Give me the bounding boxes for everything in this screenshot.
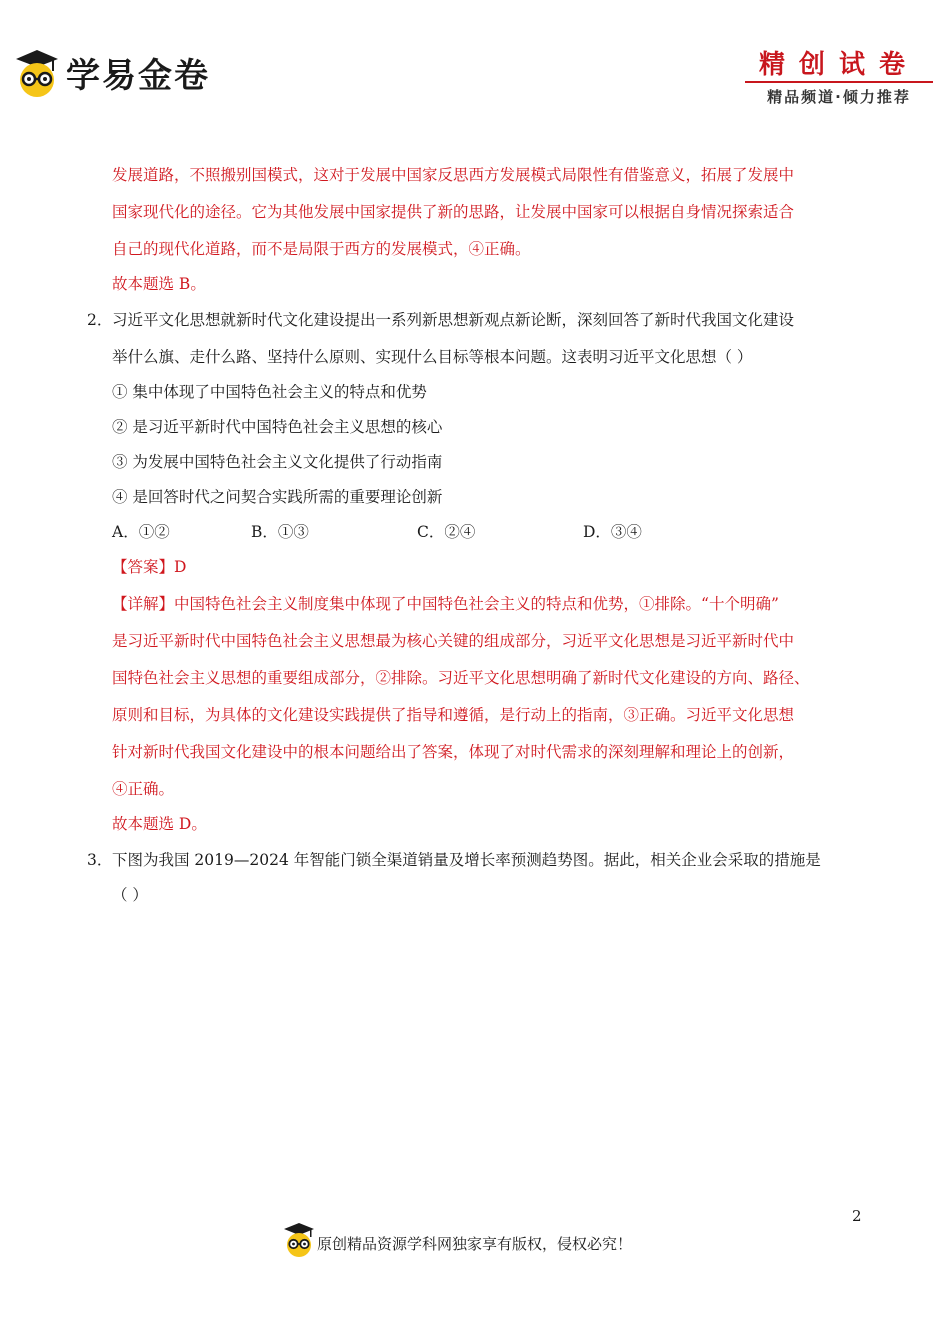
brand-title: 精创试卷: [758, 50, 919, 80]
question-stem: 习近平文化思想就新时代文化建设提出一系列新思想新观点新论断，深刻回答了新时代我国文化建设: [112, 311, 795, 329]
detail-line: 是习近平新时代中国特色社会主义思想最为核心关键的组成部分，习近平文化思想是习近平新时代中: [112, 632, 795, 650]
mascot-logo-icon: [14, 48, 60, 98]
explanation-line: 自己的现代化道路，而不是局限于西方的发展模式，④正确。: [112, 240, 531, 258]
question-stem: （ ）: [112, 886, 148, 904]
conclusion-text: 故本题选 B。: [112, 275, 206, 293]
answer-value: D: [174, 558, 187, 576]
answer-label: 【答案】: [112, 558, 175, 576]
option-d: D．③④: [583, 523, 642, 541]
option-b: B．①③: [251, 523, 309, 541]
detail-line: ④正确。: [112, 780, 175, 798]
page-number: 2: [852, 1207, 862, 1225]
explanation-line: 发展道路，不照搬别国模式，这对于发展中国家反思西方发展模式局限性有借鉴意义，拓展了发展中: [112, 166, 795, 184]
statement-item: ④ 是回答时代之问契合实践所需的重要理论创新: [112, 488, 443, 506]
conclusion-text: 故本题选 D。: [112, 815, 207, 833]
question-number: 3．: [87, 851, 113, 869]
option-c: C．②④: [417, 523, 476, 541]
option-a: A．①②: [112, 523, 170, 541]
statement-item: ② 是习近平新时代中国特色社会主义思想的核心: [112, 418, 443, 436]
mascot-logo-icon: [283, 1222, 315, 1258]
answer-line: [112, 556, 186, 578]
detail-line: 国特色社会主义思想的重要组成部分，②排除。习近平文化思想明确了新时代文化建设的方向、路径、: [112, 669, 810, 687]
question-stem: 举什么旗、走什么路、坚持什么原则、实现什么目标等根本问题。这表明习近平文化思想（ ）: [112, 348, 753, 366]
copyright-notice: 原创精品资源学科网独家享有版权，侵权必究！: [317, 1235, 633, 1253]
detail-line: 针对新时代我国文化建设中的根本问题给出了答案，体现了对时代需求的深刻理解和理论上的创新，: [112, 743, 795, 761]
brand-subtitle: 精品频道·倾力推荐: [767, 88, 911, 106]
question-stem: 下图为我国 2019—2024 年智能门锁全渠道销量及增长率预测趋势图。据此，相关企业会采取的措施是: [112, 851, 821, 869]
detail-line: 原则和目标，为具体的文化建设实践提供了指导和遵循，是行动上的指南，③正确。习近平文化思想: [112, 706, 795, 724]
explanation-line: 国家现代化的途径。它为其他发展中国家提供了新的思路，让发展中国家可以根据自身情况探索适合: [112, 203, 795, 221]
question-number: 2．: [87, 311, 113, 329]
statement-item: ① 集中体现了中国特色社会主义的特点和优势: [112, 383, 427, 401]
statement-item: ③ 为发展中国特色社会主义文化提供了行动指南: [112, 453, 443, 471]
detail-line: [112, 593, 779, 615]
brand-divider: [745, 81, 933, 83]
detail-label: 【详解】: [112, 595, 175, 613]
detail-text: 中国特色社会主义制度集中体现了中国特色社会主义的特点和优势，①排除。“十个明确”: [174, 595, 779, 613]
logo-text: 学易金卷: [66, 56, 210, 96]
